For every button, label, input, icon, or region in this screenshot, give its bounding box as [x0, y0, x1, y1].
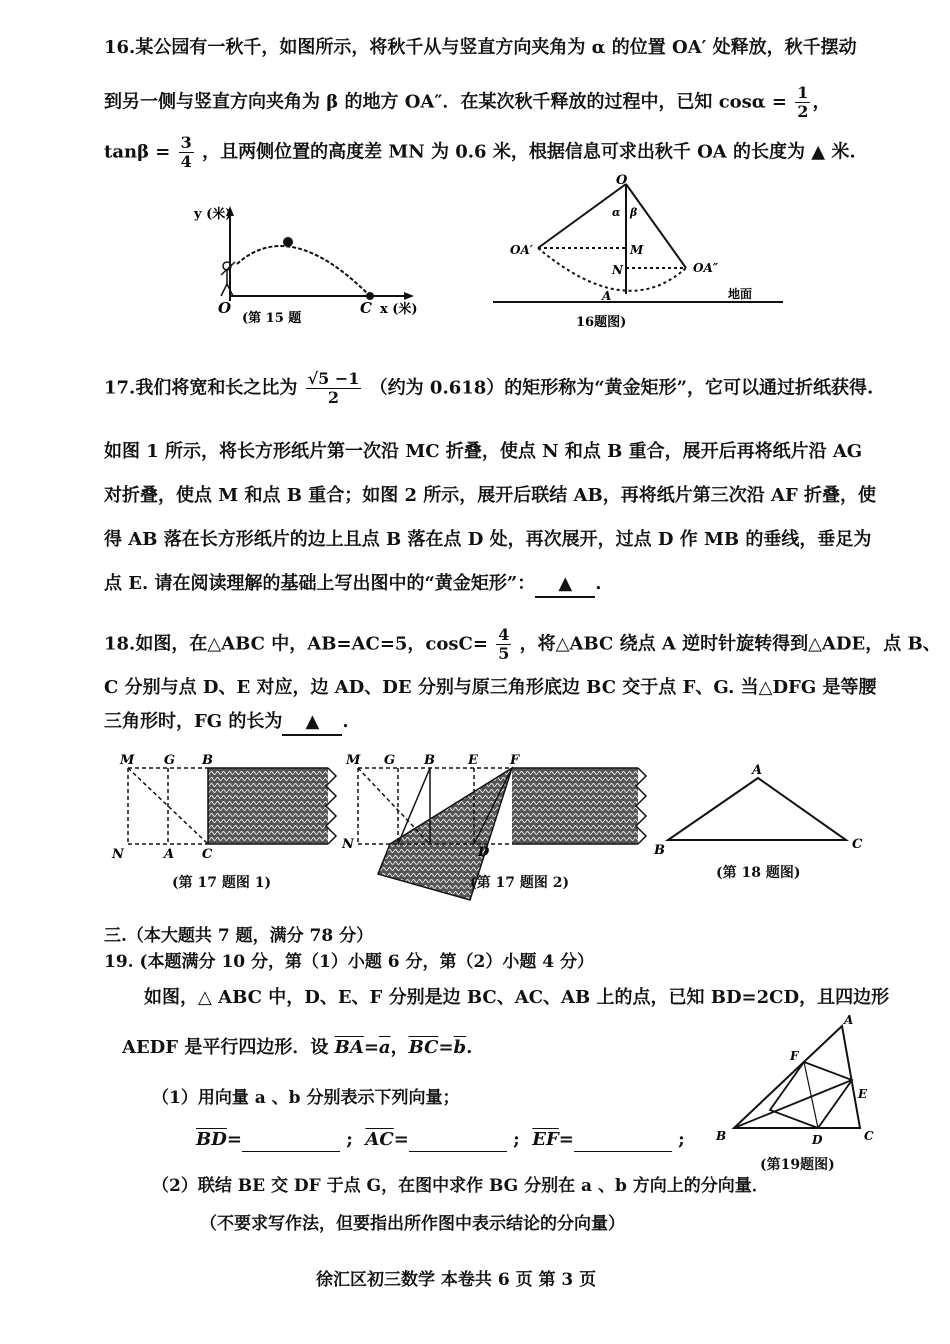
fig17b-e-label: E: [468, 753, 478, 768]
q17-line-5-text: 点 E. 请在阅读理解的基础上写出图中的“黄金矩形”：: [104, 573, 536, 594]
q16-line-3: [104, 134, 856, 171]
tan-beta-denominator: 4: [180, 152, 192, 171]
fig15-o-label: O: [218, 299, 232, 317]
q17-line-5: 点 E. 请在阅读理解的基础上写出图中的“黄金矩形”： ▲ .: [104, 572, 602, 598]
q16-unit: 米.: [831, 141, 856, 163]
fig17b-n-label: N: [342, 837, 354, 852]
q17-line-2: 如图 1 所示，将长方形纸片第一次沿 MC 折叠，使点 N 和点 B 重合，展开后再将纸片沿 AG: [104, 441, 863, 462]
fig18-b-label: B: [654, 843, 665, 858]
figure-17-1: [108, 752, 340, 864]
figure-16: [488, 172, 788, 330]
q18-line-1-end: ，将△ABC 绕点 A 逆时针旋转得到△ADE，点 B、: [519, 633, 941, 655]
eq-ef: =: [558, 1129, 574, 1150]
figure-18: [650, 760, 870, 860]
answer-marker: ▲: [811, 141, 826, 163]
fig16-caption: 16题图): [576, 315, 627, 330]
eq-ac: =: [393, 1129, 409, 1150]
fig17b-d-label: D: [478, 845, 490, 860]
fig16-n-label: N: [612, 263, 623, 277]
fig17b-m-label: M: [346, 753, 361, 768]
fig16-ground-label: 地面: [728, 287, 753, 301]
fig17a-caption: (第 17 题图 1): [172, 875, 272, 891]
q18-line-1: [104, 626, 941, 663]
fig19-e-label: E: [858, 1087, 868, 1101]
fig19-d-label: D: [812, 1133, 823, 1147]
cos-alpha-numerator: 1: [797, 83, 809, 102]
vector-ac: $\overline{AC}$: [365, 1129, 394, 1150]
fig15-c-label: C: [360, 299, 372, 317]
q17-line-1: [104, 370, 873, 407]
section-3-heading: 三.（本大题共 7 题，满分 78 分）: [104, 926, 374, 946]
fig16-oa2-label: OA″: [693, 261, 719, 275]
ef-answer-blank[interactable]: [574, 1133, 672, 1152]
q18-line-3: 三角形时，FG 的长为 ▲ .: [104, 710, 349, 736]
cos-alpha-denominator: 2: [797, 102, 809, 121]
fig19-a-label: A: [844, 1013, 854, 1027]
cos-c-denominator: 5: [498, 644, 510, 663]
q17-line-1-end: （约为 0.618）的矩形称为“黄金矩形”，它可以通过折纸获得.: [369, 377, 874, 399]
cos-alpha-fraction: [795, 84, 810, 121]
fig18-a-label: A: [752, 763, 763, 778]
q19-line-2-text: AEDF 是平行四边形．设: [122, 1037, 329, 1058]
page-footer: 徐汇区初三数学 本卷共 6 页 第 3 页: [316, 1270, 597, 1290]
fig17b-f-label: F: [510, 753, 520, 768]
vector-bd: $\overline{BD}$: [196, 1129, 227, 1150]
fig18-caption: (第 18 题图): [716, 865, 801, 881]
fig16-beta-label: β: [630, 206, 638, 219]
q17-line-3: 对折叠，使点 M 和点 B 重合；如图 2 所示，展开后联结 AB，再将纸片第三次沿 AF 折叠，使: [104, 485, 876, 506]
q19-part-2-note: （不要求写作法，但要指出所作图中表示结论的分向量）: [200, 1214, 625, 1234]
fig17a-a-label: A: [164, 847, 175, 862]
fig19-f-label: F: [790, 1049, 799, 1063]
fig17a-n-label: N: [112, 847, 124, 862]
vector-ef: $\overline{EF}$: [532, 1129, 559, 1150]
fig16-alpha-label: α: [612, 206, 621, 219]
fig17b-b-label: B: [424, 753, 435, 768]
fig19-b-label: B: [716, 1129, 727, 1143]
cos-c-numerator: 4: [498, 625, 510, 644]
fig16-o-label: O: [616, 173, 628, 188]
fig19-caption: (第19题图): [760, 1157, 835, 1173]
q18-line-1-start: 18.如图，在△ABC 中，AB=AC=5，cosC=: [104, 633, 488, 655]
tan-beta-label: tanβ =: [104, 141, 171, 163]
tan-beta-numerator: 3: [180, 133, 192, 152]
fig17b-caption: (第 17 题图 2): [470, 875, 570, 891]
fig17a-g-label: G: [164, 753, 176, 768]
vector-bc: $\overline{BC}$: [408, 1037, 439, 1058]
q16-line-1: 16.某公园有一秋千，如图所示，将秋千从与竖直方向夹角为 α 的位置 OA′ 处释放，秋千摆动: [104, 37, 857, 58]
fig16-m-label: M: [630, 243, 644, 257]
fig18-c-label: C: [852, 837, 863, 852]
eq-a: =: [363, 1037, 379, 1058]
eq-b: =: [438, 1037, 454, 1058]
q17-answer-blank: ▲: [535, 572, 595, 598]
figure-15: [190, 196, 440, 326]
fig17a-b-label: B: [202, 753, 213, 768]
cos-c-fraction: [496, 626, 511, 663]
vector-ba: $\overline{BA}$: [334, 1037, 364, 1058]
semi-1: ;: [346, 1129, 353, 1150]
eq-bd: =: [226, 1129, 242, 1150]
figure-19: [712, 1012, 882, 1152]
ac-answer-blank[interactable]: [409, 1133, 507, 1152]
q16-line-2: 到另一侧与竖直方向夹角为 β 的地方 OA″．在某次秋千释放的过程中，已知 cosα = $\frac{1}{2}$ ，: [104, 83, 831, 121]
q17-line-1-start: 17.我们将宽和长之比为: [104, 377, 298, 399]
q18-line-2: C 分别与点 D、E 对应，边 AD、DE 分别与原三角形底边 BC 交于点 F、G. 当△DFG 是等腰: [104, 677, 877, 698]
golden-ratio-numerator: √5 −1: [307, 369, 360, 388]
fig19-c-label: C: [864, 1129, 874, 1143]
q18-answer-blank: ▲: [282, 710, 342, 736]
vector-b: $\overline{b}$: [453, 1037, 467, 1058]
fig17b-g-label: G: [384, 753, 396, 768]
q16-line-3-text: ，且两侧位置的高度差 MN 为 0.6 米，根据信息可求出秋千 OA 的长度为: [202, 141, 806, 163]
semi-2: ;: [513, 1129, 520, 1150]
fig17a-c-label: C: [202, 847, 213, 862]
q17-line-4: 得 AB 落在长方形纸片的边上且点 B 落在点 D 处，再次展开，过点 D 作 MB 的垂线，垂足为: [104, 529, 872, 550]
golden-ratio-fraction: [306, 370, 362, 407]
fig16-oa1-label: OA′: [510, 243, 533, 257]
q19-period: .: [466, 1037, 473, 1058]
vector-a: $\overline{a}$: [378, 1037, 391, 1058]
q19-part-2: （2）联结 BE 交 DF 于点 G，在图中求作 BG 分别在 a 、b 方向上的分向量．: [152, 1176, 769, 1196]
q19-blanks-row: [196, 1128, 685, 1152]
fig16-a-label: A: [602, 289, 612, 303]
fig17a-m-label: M: [120, 753, 135, 768]
semi-3: ;: [678, 1129, 685, 1150]
fig15-caption: (第 15 题: [242, 311, 302, 326]
bd-answer-blank[interactable]: [242, 1133, 340, 1152]
q19-comma: ，: [390, 1037, 409, 1058]
fig15-y-label: y (米): [194, 207, 232, 222]
q19-heading: 19. (本题满分 10 分，第（1）小题 6 分，第（2）小题 4 分）: [104, 952, 595, 972]
q19-line-1: 如图，△ ABC 中，D、E、F 分别是边 BC、AC、AB 上的点，已知 BD=2CD，且四边形: [144, 987, 890, 1008]
q19-part-1: （1）用向量 a 、b 分别表示下列向量；: [152, 1088, 460, 1108]
q19-line-2: [122, 1036, 472, 1060]
q16-line-2-text: 到另一侧与竖直方向夹角为 β 的地方 OA″．在某次秋千释放的过程中，已知 cosα =: [104, 91, 788, 113]
q18-line-3-text: 三角形时，FG 的长为: [104, 711, 283, 732]
golden-ratio-denominator: 2: [327, 388, 340, 407]
tan-beta-fraction: [179, 134, 194, 171]
fig15-x-label: x (米): [380, 302, 418, 317]
